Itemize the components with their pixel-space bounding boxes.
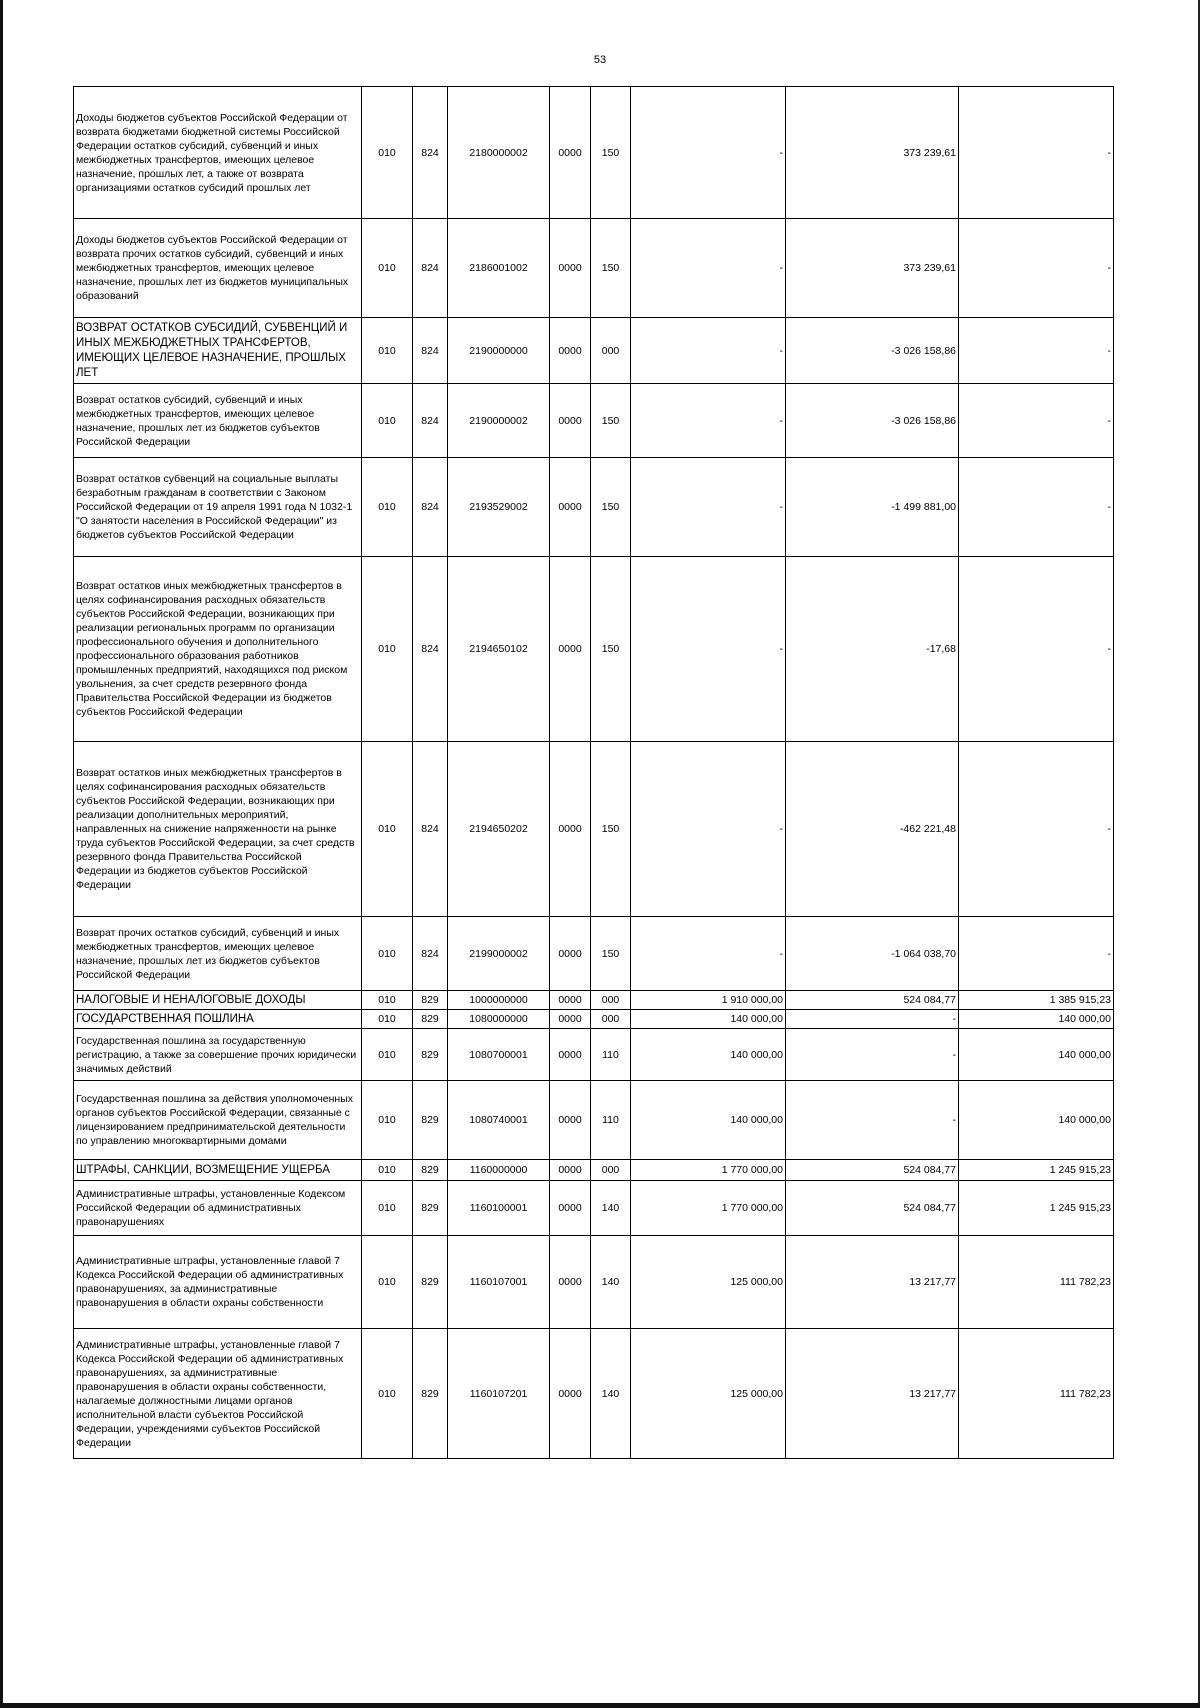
scan-edge-left xyxy=(0,0,3,1708)
code-cell-1: 010 xyxy=(362,384,413,458)
value-cell-approved: 1 770 000,00 xyxy=(631,1160,786,1181)
code-cell-5: 000 xyxy=(591,318,631,384)
value-cell-executed: - xyxy=(786,1029,959,1081)
code-cell-1: 010 xyxy=(362,991,413,1010)
code-cell-2: 824 xyxy=(413,742,448,917)
code-cell-1: 010 xyxy=(362,917,413,991)
code-cell-1: 010 xyxy=(362,1010,413,1029)
code-cell-3: 1160107201 xyxy=(448,1329,550,1459)
value-cell-executed: 524 084,77 xyxy=(786,1181,959,1236)
code-cell-4: 0000 xyxy=(550,1181,591,1236)
value-cell-executed: -3 026 158,86 xyxy=(786,384,959,458)
code-cell-4: 0000 xyxy=(550,1081,591,1160)
code-cell-5: 150 xyxy=(591,219,631,318)
value-cell-executed: -1 064 038,70 xyxy=(786,917,959,991)
code-cell-2: 829 xyxy=(413,1236,448,1329)
code-cell-1: 010 xyxy=(362,557,413,742)
value-cell-unexecuted: 140 000,00 xyxy=(959,1029,1114,1081)
table-row xyxy=(74,991,1114,1010)
code-cell-4: 0000 xyxy=(550,384,591,458)
code-cell-4: 0000 xyxy=(550,318,591,384)
code-cell-5: 000 xyxy=(591,1010,631,1029)
code-cell-3: 2194650202 xyxy=(448,742,550,917)
code-cell-5: 150 xyxy=(591,557,631,742)
value-cell-unexecuted: 140 000,00 xyxy=(959,1081,1114,1160)
row-name: ГОСУДАРСТВЕННАЯ ПОШЛИНА xyxy=(74,1010,362,1029)
row-name: Доходы бюджетов субъектов Российской Федерации от возврата прочих остатков субсидий, субвенций и иных межбюджетных трансфертов, имеющих целевое назначение, прошлых лет из бюджетов муниципальных образований xyxy=(74,219,362,318)
table-row xyxy=(74,1236,1114,1329)
code-cell-5: 110 xyxy=(591,1029,631,1081)
code-cell-4: 0000 xyxy=(550,1329,591,1459)
code-cell-3: 1000000000 xyxy=(448,991,550,1010)
table-row xyxy=(74,1029,1114,1081)
value-cell-unexecuted: 1 385 915,23 xyxy=(959,991,1114,1010)
value-cell-approved: - xyxy=(631,219,786,318)
code-cell-4: 0000 xyxy=(550,1236,591,1329)
row-name: ШТРАФЫ, САНКЦИИ, ВОЗМЕЩЕНИЕ УЩЕРБА xyxy=(74,1160,362,1181)
code-cell-2: 824 xyxy=(413,458,448,557)
value-cell-unexecuted: - xyxy=(959,219,1114,318)
row-name: Административные штрафы, установленные главой 7 Кодекса Российской Федерации об административных правонарушениях, за административные правонарушения в области охраны собственности xyxy=(74,1236,362,1329)
value-cell-approved: 140 000,00 xyxy=(631,1010,786,1029)
value-cell-executed: - xyxy=(786,1081,959,1160)
code-cell-3: 1080000000 xyxy=(448,1010,550,1029)
code-cell-4: 0000 xyxy=(550,219,591,318)
value-cell-unexecuted: 1 245 915,23 xyxy=(959,1160,1114,1181)
code-cell-2: 824 xyxy=(413,917,448,991)
code-cell-2: 829 xyxy=(413,1029,448,1081)
code-cell-3: 2190000002 xyxy=(448,384,550,458)
value-cell-approved: 1 910 000,00 xyxy=(631,991,786,1010)
code-cell-1: 010 xyxy=(362,458,413,557)
code-cell-4: 0000 xyxy=(550,458,591,557)
value-cell-unexecuted: 111 782,23 xyxy=(959,1329,1114,1459)
value-cell-approved: 125 000,00 xyxy=(631,1236,786,1329)
code-cell-2: 829 xyxy=(413,1329,448,1459)
code-cell-5: 140 xyxy=(591,1236,631,1329)
code-cell-1: 010 xyxy=(362,1081,413,1160)
row-name: ВОЗВРАТ ОСТАТКОВ СУБСИДИЙ, СУБВЕНЦИЙ И ИНЫХ МЕЖБЮДЖЕТНЫХ ТРАНСФЕРТОВ, ИМЕЮЩИХ ЦЕЛЕВОЕ НАЗНАЧЕНИЕ, ПРОШЛЫХ ЛЕТ xyxy=(74,318,362,384)
code-cell-4: 0000 xyxy=(550,917,591,991)
code-cell-1: 010 xyxy=(362,1236,413,1329)
code-cell-1: 010 xyxy=(362,1181,413,1236)
row-name: Административные штрафы, установленные главой 7 Кодекса Российской Федерации об административных правонарушениях, за административные правонарушения в области охраны собственности, налагаемые должностными лицами органов исполнительной власти субъектов Российской Федерации, учреждениями субъектов Российской Федерации xyxy=(74,1329,362,1459)
code-cell-3: 2190000000 xyxy=(448,318,550,384)
code-cell-1: 010 xyxy=(362,742,413,917)
code-cell-1: 010 xyxy=(362,219,413,318)
code-cell-4: 0000 xyxy=(550,1010,591,1029)
code-cell-2: 824 xyxy=(413,318,448,384)
code-cell-2: 824 xyxy=(413,384,448,458)
value-cell-approved: - xyxy=(631,557,786,742)
value-cell-approved: - xyxy=(631,87,786,219)
table-row xyxy=(74,742,1114,917)
code-cell-2: 824 xyxy=(413,87,448,219)
code-cell-5: 150 xyxy=(591,917,631,991)
code-cell-5: 140 xyxy=(591,1329,631,1459)
row-name: НАЛОГОВЫЕ И НЕНАЛОГОВЫЕ ДОХОДЫ xyxy=(74,991,362,1010)
value-cell-unexecuted: - xyxy=(959,458,1114,557)
row-name: Возврат прочих остатков субсидий, субвенций и иных межбюджетных трансфертов, имеющих целевое назначение, прошлых лет из бюджетов субъектов Российской Федерации xyxy=(74,917,362,991)
value-cell-unexecuted: 111 782,23 xyxy=(959,1236,1114,1329)
row-name: Государственная пошлина за государственную регистрацию, а также за совершение прочих юридически значимых действий xyxy=(74,1029,362,1081)
table-row xyxy=(74,384,1114,458)
code-cell-3: 2180000002 xyxy=(448,87,550,219)
value-cell-executed: 13 217,77 xyxy=(786,1329,959,1459)
code-cell-5: 150 xyxy=(591,87,631,219)
value-cell-unexecuted: - xyxy=(959,917,1114,991)
table-row xyxy=(74,917,1114,991)
code-cell-5: 150 xyxy=(591,458,631,557)
table-row xyxy=(74,87,1114,219)
value-cell-executed: - xyxy=(786,1010,959,1029)
value-cell-approved: 140 000,00 xyxy=(631,1029,786,1081)
table-row xyxy=(74,1181,1114,1236)
value-cell-approved: - xyxy=(631,742,786,917)
code-cell-3: 1160000000 xyxy=(448,1160,550,1181)
code-cell-5: 150 xyxy=(591,384,631,458)
row-name: Административные штрафы, установленные Кодексом Российской Федерации об административных правонарушениях xyxy=(74,1181,362,1236)
value-cell-approved: - xyxy=(631,384,786,458)
value-cell-unexecuted: - xyxy=(959,742,1114,917)
code-cell-1: 010 xyxy=(362,87,413,219)
row-name: Возврат остатков субсидий, субвенций и иных межбюджетных трансфертов, имеющих целевое назначение, прошлых лет из бюджетов субъектов Российской Федерации xyxy=(74,384,362,458)
budget-table xyxy=(73,86,1114,1459)
value-cell-unexecuted: 1 245 915,23 xyxy=(959,1181,1114,1236)
table-row xyxy=(74,1329,1114,1459)
code-cell-3: 2186001002 xyxy=(448,219,550,318)
code-cell-2: 829 xyxy=(413,1081,448,1160)
value-cell-unexecuted: 140 000,00 xyxy=(959,1010,1114,1029)
code-cell-2: 829 xyxy=(413,991,448,1010)
code-cell-5: 000 xyxy=(591,991,631,1010)
code-cell-3: 2194650102 xyxy=(448,557,550,742)
row-name: Возврат остатков иных межбюджетных трансфертов в целях софинансирования расходных обязательств субъектов Российской Федерации, возникающих при реализации дополнительных мероприятий, направленных на снижение напряженности на рынке труда субъектов Российской Федерации, за счет средств резервного фонда Правительства Российской Федерации из бюджетов субъектов Российской Федерации xyxy=(74,742,362,917)
value-cell-approved: 125 000,00 xyxy=(631,1329,786,1459)
code-cell-3: 1080700001 xyxy=(448,1029,550,1081)
value-cell-executed: -462 221,48 xyxy=(786,742,959,917)
code-cell-1: 010 xyxy=(362,318,413,384)
code-cell-1: 010 xyxy=(362,1160,413,1181)
code-cell-3: 2193529002 xyxy=(448,458,550,557)
table-row xyxy=(74,1081,1114,1160)
value-cell-approved: 140 000,00 xyxy=(631,1081,786,1160)
code-cell-2: 824 xyxy=(413,219,448,318)
scan-edge-bottom xyxy=(0,1703,1200,1708)
table-body xyxy=(74,87,1114,1459)
code-cell-3: 1160107001 xyxy=(448,1236,550,1329)
code-cell-4: 0000 xyxy=(550,742,591,917)
value-cell-executed: -17,68 xyxy=(786,557,959,742)
value-cell-unexecuted: - xyxy=(959,557,1114,742)
value-cell-unexecuted: - xyxy=(959,318,1114,384)
value-cell-executed: 524 084,77 xyxy=(786,991,959,1010)
row-name: Возврат остатков иных межбюджетных трансфертов в целях софинансирования расходных обязательств субъектов Российской Федерации, возникающих при реализации региональных программ по организации профессионального обучения и дополнительного профессионального образования работников промышленных предприятий, находящихся под риском увольнения, за счет средств резервного фонда Правительства Российской Федерации из бюджетов субъектов Российской Федерации xyxy=(74,557,362,742)
value-cell-executed: -1 499 881,00 xyxy=(786,458,959,557)
value-cell-executed: 524 084,77 xyxy=(786,1160,959,1181)
table-row xyxy=(74,557,1114,742)
table-row xyxy=(74,1010,1114,1029)
code-cell-2: 829 xyxy=(413,1160,448,1181)
code-cell-3: 2199000002 xyxy=(448,917,550,991)
code-cell-2: 829 xyxy=(413,1181,448,1236)
code-cell-3: 1080740001 xyxy=(448,1081,550,1160)
row-name: Доходы бюджетов субъектов Российской Федерации от возврата бюджетами бюджетной системы Российской Федерации остатков субсидий, субвенций и иных межбюджетных трансфертов, имеющих целевое назначение, прошлых лет, а также от возврата организациями остатков субсидий прошлых лет xyxy=(74,87,362,219)
code-cell-2: 824 xyxy=(413,557,448,742)
row-name: Возврат остатков субвенций на социальные выплаты безработным гражданам в соответствии с Законом Российской Федерации от 19 апреля 1991 года N 1032-1 "О занятости населения в Российской Федерации" из бюджетов субъектов Российской Федерации xyxy=(74,458,362,557)
code-cell-4: 0000 xyxy=(550,1160,591,1181)
table-row xyxy=(74,219,1114,318)
value-cell-approved: - xyxy=(631,917,786,991)
code-cell-2: 829 xyxy=(413,1010,448,1029)
page-number: 53 xyxy=(593,54,607,66)
value-cell-executed: -3 026 158,86 xyxy=(786,318,959,384)
table-row xyxy=(74,1160,1114,1181)
code-cell-4: 0000 xyxy=(550,1029,591,1081)
code-cell-5: 140 xyxy=(591,1181,631,1236)
code-cell-3: 1160100001 xyxy=(448,1181,550,1236)
code-cell-5: 110 xyxy=(591,1081,631,1160)
code-cell-1: 010 xyxy=(362,1329,413,1459)
value-cell-approved: - xyxy=(631,458,786,557)
value-cell-approved: - xyxy=(631,318,786,384)
code-cell-5: 000 xyxy=(591,1160,631,1181)
code-cell-4: 0000 xyxy=(550,557,591,742)
value-cell-unexecuted: - xyxy=(959,87,1114,219)
value-cell-approved: 1 770 000,00 xyxy=(631,1181,786,1236)
code-cell-4: 0000 xyxy=(550,87,591,219)
code-cell-5: 150 xyxy=(591,742,631,917)
code-cell-4: 0000 xyxy=(550,991,591,1010)
code-cell-1: 010 xyxy=(362,1029,413,1081)
value-cell-executed: 13 217,77 xyxy=(786,1236,959,1329)
row-name: Государственная пошлина за действия уполномоченных органов субъектов Российской Федерации, связанные с лицензированием предпринимательской деятельности по управлению многоквартирными домами xyxy=(74,1081,362,1160)
value-cell-executed: 373 239,61 xyxy=(786,219,959,318)
table-row xyxy=(74,458,1114,557)
value-cell-executed: 373 239,61 xyxy=(786,87,959,219)
table-row xyxy=(74,318,1114,384)
value-cell-unexecuted: - xyxy=(959,384,1114,458)
